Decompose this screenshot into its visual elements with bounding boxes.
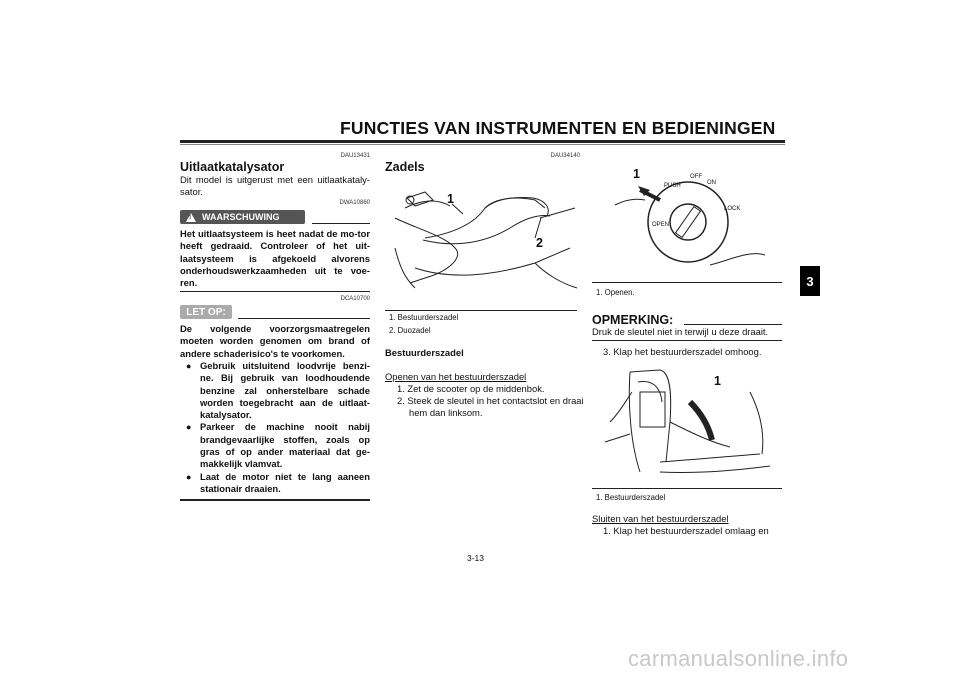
figure-callout: 1 [714,374,721,388]
note-text: Druk de sleutel niet in terwijl u deze draait. [592,326,769,337]
figure-callout: 1 [447,192,454,206]
notice-intro: De volgende voorzorgsmaatregelen moeten worden genomen om brand of andere schaderisico's te voorkomen. [180,323,370,359]
warning-rule [312,223,370,224]
bullet-icon: ● [186,422,192,433]
section-code: DAU34140 [550,153,580,159]
intro-text: Dit model is uitgerust met een uitlaatkataly-sator. [180,174,370,198]
key-label-off: OFF [690,174,702,180]
notice-bullet-list [186,360,370,495]
ignition-key-illustration [600,160,775,275]
step-2: 2. Steek de sleutel in het contactslot en draai hem dan linksom. [397,395,584,419]
close-step-1: 1. Klap het bestuurderszadel omlaag en [603,525,769,536]
list-item: ● Parkeer de machine nooit nabij brandgevaarlijke stoffen, zoals op gras of op ander materiaal dat ge-makkelijk vlamvat. [186,421,370,470]
list-item: ● Gebruik uitsluitend loodvrije benzi-ne. Bij gebruik van loodhoudende benzine zal onherstelbare schade worden toegebracht aan de uitlaat-katalysator. [186,360,370,421]
notice-code: DCA10700 [340,296,370,302]
seat-illustration [385,178,580,308]
warning-text: Het uitlaatsysteem is heet nadat de mo-tor heeft gedraaid. Controleer of het uit-laatsysteem is afgekoeld alvorens onderhoudswerkzaamheden uit te voe-ren. [180,228,370,289]
page-number: 3-13 [467,553,485,563]
warning-end-rule [180,291,370,292]
warning-code: DWA10860 [339,200,370,206]
caption-rule [592,488,782,489]
chapter-tab[interactable]: 3 [800,266,820,296]
section-code: DAU13431 [340,153,370,159]
notice-end-rule [180,499,370,501]
figure-caption: 1. Bestuurderszadel [596,493,666,502]
notice-rule [238,318,370,319]
figure-caption: 1. Bestuurderszadel [389,313,459,322]
caption-rule [592,282,782,283]
note-label: OPMERKING: [592,313,674,327]
note-end-rule [592,340,782,341]
warning-triangle-icon: ! [186,213,196,222]
key-label-on: ON [707,180,716,186]
figure-callout: 2 [536,236,543,250]
bullet-icon: ● [186,361,192,371]
key-label-lock: LOCK [724,206,741,212]
warning-label-box [180,210,305,224]
step-3: 3. Klap het bestuurderszadel omhoog. [603,346,762,357]
watermark: carmanualsonline.info [628,646,849,671]
key-label-open: OPEN [652,222,670,228]
seat-open-illustration [600,362,778,487]
list-item: ● Laat de motor niet te lang aaneen stationair draaien. [186,470,370,494]
note-rule [684,324,782,325]
bullet-icon: ● [186,471,192,482]
figure-callout: 1 [633,167,640,181]
figure-caption: 1. Openen. [596,288,635,297]
header-rule [180,140,785,143]
procedure-title: Openen van het bestuurderszadel [385,371,527,382]
warning-label: WAARSCHUWING [202,212,280,222]
procedure-title: Sluiten van het bestuurderszadel [592,513,729,524]
figure-caption: 2. Duozadel [389,326,431,335]
page-header-title: FUNCTIES VAN INSTRUMENTEN EN BEDIENINGEN [340,118,776,138]
notice-label: LET OP: [180,305,232,319]
key-label-push: PUSH [664,183,681,189]
section-heading: Zadels [385,160,425,174]
subheading: Bestuurderszadel [385,347,464,358]
step-1: 1. Zet de scooter op de middenbok. [397,383,545,394]
header-rule-thin [180,144,785,145]
section-heading: Uitlaatkatalysator [180,160,285,174]
